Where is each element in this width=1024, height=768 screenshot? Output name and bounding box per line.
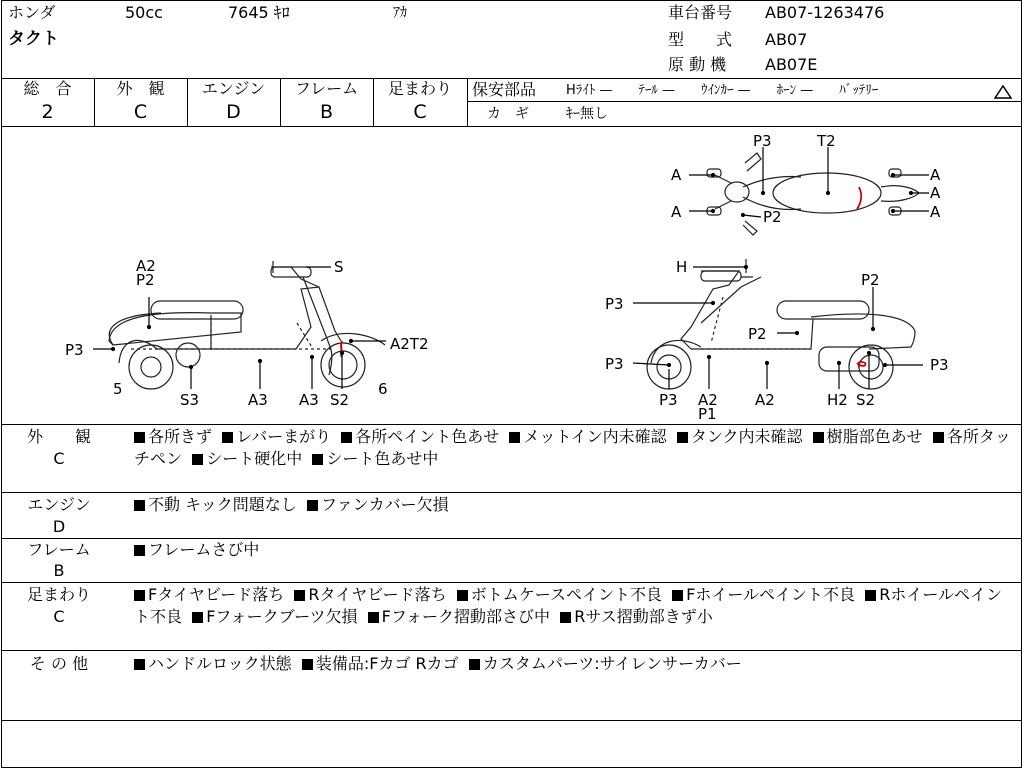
key-label: カ ギ <box>487 106 529 122</box>
grade-label-suspension: 足まわり <box>387 79 452 98</box>
label-left-5: 5 <box>113 380 123 398</box>
note-item: Rサス摺動部きず小 <box>574 607 713 626</box>
bullet-square-icon <box>192 612 203 623</box>
bullet-square-icon <box>134 659 145 670</box>
label-left-a3b: A3 <box>299 391 319 409</box>
key-value: ｷｰ無し <box>566 106 608 122</box>
bullet-square-icon <box>933 432 944 443</box>
bullet-square-icon <box>368 612 379 623</box>
label-left-p3: P3 <box>65 341 84 359</box>
note-item: Fフォークブーツ欠損 <box>206 607 358 626</box>
note-item: 各所ペイント色あせ <box>355 427 500 446</box>
section-grade: C <box>53 607 65 626</box>
bullet-square-icon <box>469 659 480 670</box>
section-title: エンジン <box>27 495 91 514</box>
label-right-p1: P1 <box>698 405 717 423</box>
label-left-s2: S2 <box>330 391 350 409</box>
label-left-6: 6 <box>378 380 388 398</box>
safety-items: Hﾗｲﾄ — ﾃｰﾙ — ｳｲﾝｶｰ — ﾎｰﾝ — ﾊﾞｯﾃﾘｰ <box>566 83 879 98</box>
mileage: 7645 ｷﾛ <box>228 3 290 22</box>
label-right-a2: A2 <box>698 391 718 409</box>
note-item: Fホイールペイント不良 <box>686 585 856 604</box>
maker: ホンダ <box>8 3 56 22</box>
bullet-square-icon <box>192 454 203 465</box>
bullet-square-icon <box>560 612 571 623</box>
bullet-square-icon <box>302 659 313 670</box>
notes-divider <box>1 492 1021 493</box>
left-label-group <box>65 257 429 409</box>
label-right-h: H <box>676 258 688 276</box>
notes-divider <box>1 650 1021 651</box>
scooter-top-view <box>707 153 919 235</box>
label-right-p2b: P2 <box>748 325 767 343</box>
section-notes <box>134 494 1012 516</box>
notes-divider <box>1 582 1021 583</box>
label-right-p3d: P3 <box>659 391 678 409</box>
color: ｱｶ <box>393 5 407 21</box>
label-left-a2t2: A2T2 <box>390 335 429 353</box>
section-title: フレーム <box>27 540 91 559</box>
note-item: シート硬化中 <box>206 449 303 468</box>
label-left-p2: P2 <box>136 271 155 289</box>
grade-label-engine: エンジン <box>201 79 266 98</box>
note-item: フレームさび中 <box>148 540 260 559</box>
bullet-square-icon <box>222 432 233 443</box>
label-top-a5: A <box>930 203 941 221</box>
grade-value-suspension: C <box>413 101 427 123</box>
section-notes <box>134 584 1012 628</box>
safety-label: 保安部品 <box>472 80 537 99</box>
notes-divider <box>1 720 1021 721</box>
grade-label-overall: 総 合 <box>23 79 72 98</box>
section-notes <box>134 426 1012 470</box>
type-value: AB07 <box>765 30 808 49</box>
label-left-a3: A3 <box>248 391 268 409</box>
grade-divider <box>467 78 468 126</box>
label-left-s3: S3 <box>180 391 200 409</box>
engine-value: AB07E <box>765 55 818 74</box>
label-top-a3: A <box>930 184 941 202</box>
label-right-p3c: P3 <box>930 356 949 374</box>
note-item: Rタイヤビード落ち <box>308 585 447 604</box>
bullet-square-icon <box>509 432 520 443</box>
note-item: メットイン内未確認 <box>523 427 667 446</box>
grade-value-engine: D <box>226 101 241 123</box>
label-right-p3b: P3 <box>605 355 624 373</box>
note-item: 樹脂部色あせ <box>826 427 923 446</box>
label-left-s: S <box>334 258 344 276</box>
section-title: 外 観 <box>26 427 91 446</box>
note-item: 各所きず <box>148 427 213 446</box>
note-item: Fフォーク摺動部さび中 <box>381 607 551 626</box>
safety-mid-line <box>467 101 1021 102</box>
section-grade: D <box>52 517 66 536</box>
bullet-square-icon <box>134 545 145 556</box>
label-top-p3: P3 <box>753 132 772 150</box>
note-item: シート色あせ中 <box>326 449 439 468</box>
bullet-square-icon <box>134 432 145 443</box>
grade-value-frame: B <box>319 101 334 123</box>
note-item: ボトムケースペイント不良 <box>470 585 662 604</box>
note-item: 装備品:Fカゴ Rカゴ <box>315 654 459 673</box>
note-item: ハンドルロック状態 <box>148 654 292 673</box>
label-top-a1: A <box>671 166 682 184</box>
type-label: 型 式 <box>668 30 733 49</box>
label-right-s2: S2 <box>856 391 876 409</box>
displacement: 50cc <box>125 3 163 22</box>
battery-warning-icon <box>994 84 1012 103</box>
bullet-square-icon <box>134 500 145 511</box>
grade-value-overall: 2 <box>41 101 54 123</box>
label-top-t2: T2 <box>817 132 836 150</box>
note-item: ファンカバー欠損 <box>320 495 449 514</box>
section-notes <box>134 539 1012 561</box>
grade-label-exterior: 外 観 <box>116 79 165 98</box>
section-title: そ の 他 <box>29 654 89 673</box>
label-top-p2: P2 <box>763 208 782 226</box>
bullet-square-icon <box>672 590 683 601</box>
model-name: タクト <box>8 29 59 49</box>
label-top-a2: A <box>930 166 941 184</box>
right-label-group <box>605 258 949 423</box>
section-grade: B <box>53 561 65 580</box>
section-notes <box>134 653 1012 675</box>
bullet-square-icon <box>457 590 468 601</box>
section-grade: C <box>53 449 65 468</box>
notes-top-line <box>1 424 1021 425</box>
grade-label-frame: フレーム <box>294 79 359 98</box>
engine-label: 原 動 機 <box>668 55 727 74</box>
bullet-square-icon <box>294 590 305 601</box>
bullet-square-icon <box>312 454 323 465</box>
bullet-square-icon <box>307 500 318 511</box>
note-item: タンク内未確認 <box>690 427 803 446</box>
frame-no: AB07-1263476 <box>765 3 885 22</box>
note-item: レバーまがり <box>236 427 332 446</box>
label-right-p2: P2 <box>861 271 880 289</box>
label-right-a2b: A2 <box>755 391 775 409</box>
note-item: Fタイヤビード落ち <box>148 585 285 604</box>
frame-no-label: 車台番号 <box>668 3 733 22</box>
bullet-square-icon <box>134 590 145 601</box>
note-item: カスタムパーツ:サイレンサーカバー <box>482 654 742 673</box>
note-item: 不動 キック問題なし <box>148 495 297 514</box>
label-right-h2: H2 <box>827 391 848 409</box>
note-item: 各所タッチペン <box>134 427 1011 468</box>
label-right-p3: P3 <box>605 295 624 313</box>
label-left-a2: A2 <box>136 257 156 275</box>
grade-value-exterior: C <box>133 101 148 123</box>
bullet-square-icon <box>813 432 824 443</box>
bullet-square-icon <box>677 432 688 443</box>
bullet-square-icon <box>341 432 352 443</box>
damage-diagram <box>1 127 1021 423</box>
label-top-a4: A <box>671 203 682 221</box>
section-title: 足まわり <box>26 585 91 604</box>
bullet-square-icon <box>865 590 876 601</box>
note-item: Rホイールペイント不良 <box>134 585 1003 626</box>
